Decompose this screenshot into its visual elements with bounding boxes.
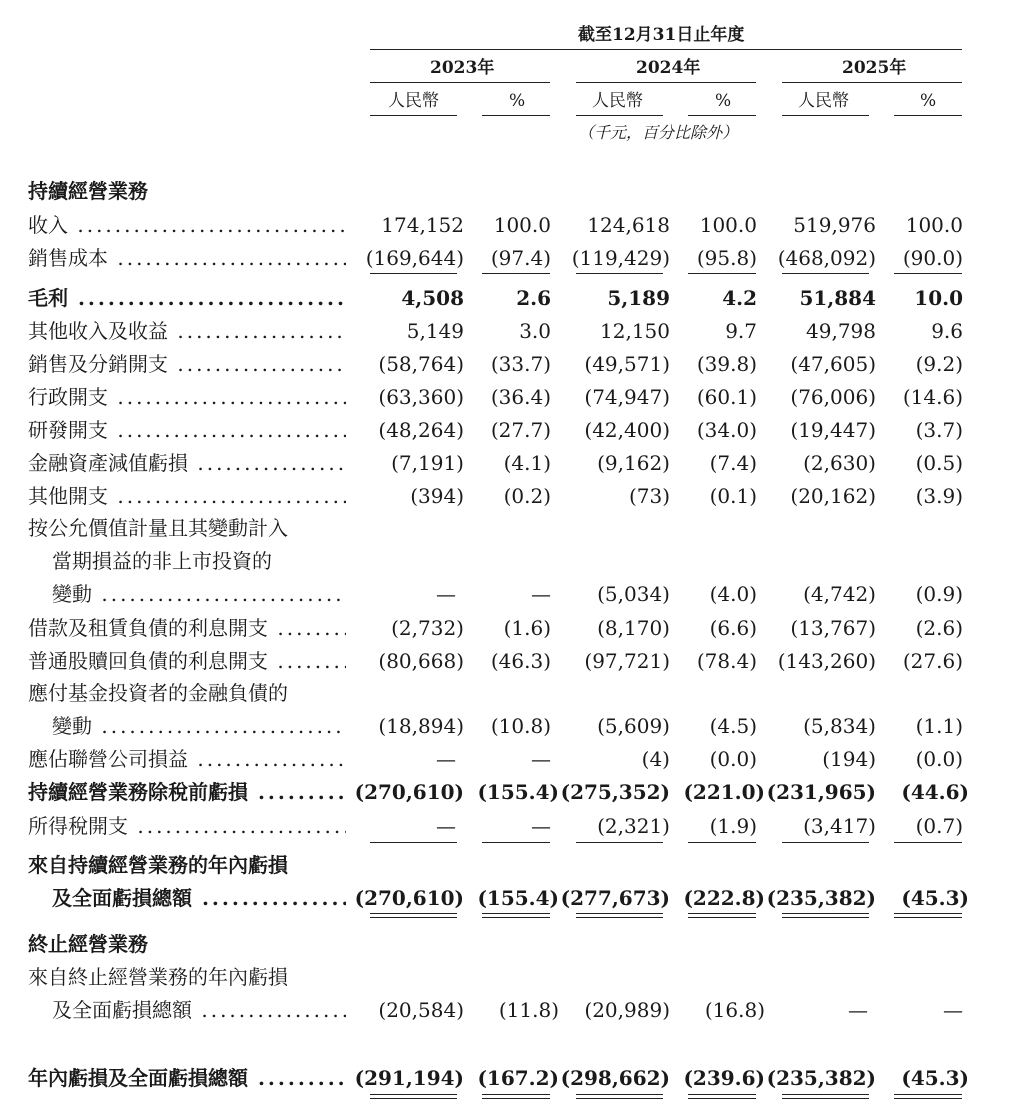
pct-header-2025: % — [920, 91, 937, 111]
total-double-rule — [370, 1098, 457, 1099]
value-total-2025-rmb: (235,382) — [766, 1066, 876, 1090]
row-label-admin-expenses: 行政開支 ..... — [28, 385, 346, 409]
value-cont-loss-2024-pct: (222.8) — [683, 886, 765, 910]
row-label-gross-profit: 毛利 ..... — [28, 286, 346, 310]
value-rd-2024-pct: (34.0) — [696, 418, 757, 442]
section-heading-discontinued: 終止經營業務 — [28, 932, 148, 956]
value-other-income-2024-pct: 9.7 — [725, 319, 757, 343]
value-tax-2025-rmb: (3,417) — [803, 814, 876, 838]
value-fv-2025-rmb: (4,742) — [803, 582, 876, 606]
currency-rule-2025 — [782, 115, 869, 116]
subtotal-rule — [894, 273, 962, 274]
value-tax-2024-rmb: (2,321) — [597, 814, 670, 838]
value-int-borrow-2024-pct: (6.6) — [709, 616, 757, 640]
value-disc-2023-pct: (11.8) — [498, 998, 559, 1022]
total-double-rule — [482, 1098, 550, 1099]
value-lbt-2025-pct: (44.6) — [901, 780, 969, 804]
value-impairment-2025-pct: (0.5) — [915, 451, 963, 475]
total-double-rule — [688, 1098, 756, 1099]
total-double-rule — [370, 913, 457, 914]
subtotal-rule — [370, 273, 457, 274]
value-cont-loss-2023-rmb: (270,610) — [354, 886, 464, 910]
value-lbt-2025-rmb: (231,965) — [766, 780, 876, 804]
value-revenue-2023-rmb: 174,152 — [381, 213, 464, 237]
value-impairment-2023-pct: (4.1) — [503, 451, 551, 475]
value-cost-of-sales-2023-rmb: (169,644) — [365, 246, 464, 270]
row-label-share-associates: 應佔聯營公司損益 ..... — [28, 747, 346, 771]
row-label-other-expenses: 其他開支 ..... — [28, 484, 346, 508]
value-other-income-2025-pct: 9.6 — [931, 319, 963, 343]
total-double-rule — [782, 1094, 869, 1095]
row-label-interest-redemption: 普通股贖回負債的利息開支 ..... — [28, 649, 346, 673]
year-rule-2023 — [370, 82, 550, 83]
value-assoc-2023-pct: — — [531, 747, 551, 771]
value-selling-2023-pct: (33.7) — [490, 352, 551, 376]
value-total-2023-pct: (167.2) — [477, 1066, 559, 1090]
total-double-rule — [370, 917, 457, 918]
value-revenue-2024-rmb: 124,618 — [587, 213, 670, 237]
value-selling-2025-pct: (9.2) — [915, 352, 963, 376]
value-gross-profit-2024-pct: 4.2 — [722, 286, 757, 310]
value-int-redeem-2023-rmb: (80,668) — [378, 649, 464, 673]
value-other-income-2024-rmb: 12,150 — [600, 319, 670, 343]
value-disc-2025-pct: — — [943, 998, 963, 1022]
subtotal-rule — [688, 842, 756, 843]
value-tax-2025-pct: (0.7) — [915, 814, 963, 838]
value-tax-2023-rmb: — — [436, 814, 456, 838]
value-admin-2024-rmb: (74,947) — [584, 385, 670, 409]
value-assoc-2024-pct: (0.0) — [709, 747, 757, 771]
value-fund-2024-pct: (4.5) — [709, 714, 757, 738]
value-selling-2024-pct: (39.8) — [696, 352, 757, 376]
value-assoc-2023-rmb: — — [436, 747, 456, 771]
value-impairment-2025-rmb: (2,630) — [803, 451, 876, 475]
value-int-borrow-2025-rmb: (13,767) — [790, 616, 876, 640]
subtotal-rule — [688, 273, 756, 274]
value-fv-2024-rmb: (5,034) — [597, 582, 670, 606]
value-rd-2024-rmb: (42,400) — [584, 418, 670, 442]
currency-rule-2024 — [576, 115, 663, 116]
row-label-fv-investments-line2: 當期損益的非上市投資的 — [52, 549, 272, 573]
value-revenue-2025-rmb: 519,976 — [793, 213, 876, 237]
value-impairment-2024-rmb: (9,162) — [597, 451, 670, 475]
value-cost-of-sales-2024-rmb: (119,429) — [571, 246, 670, 270]
total-double-rule — [482, 913, 550, 914]
pct-header-2024: % — [715, 91, 732, 111]
value-impairment-2024-pct: (7.4) — [709, 451, 757, 475]
value-admin-2023-pct: (36.4) — [490, 385, 551, 409]
value-lbt-2024-rmb: (275,352) — [560, 780, 670, 804]
value-fund-2024-rmb: (5,609) — [597, 714, 670, 738]
pct-header-2023: % — [509, 91, 526, 111]
row-label-continuing-loss-line1: 來自持續經營業務的年內虧損 — [28, 853, 288, 877]
row-label-loss-before-tax: 持續經營業務除稅前虧損 ..... — [28, 780, 346, 804]
value-cost-of-sales-2023-pct: (97.4) — [490, 246, 551, 270]
total-double-rule — [782, 1098, 869, 1099]
total-double-rule — [370, 1094, 457, 1095]
year-rule-2024 — [576, 82, 756, 83]
total-double-rule — [576, 1098, 663, 1099]
value-fund-2023-rmb: (18,894) — [378, 714, 464, 738]
currency-header-2025: 人民幣 — [798, 91, 849, 111]
total-double-rule — [894, 913, 962, 914]
value-admin-2025-pct: (14.6) — [902, 385, 963, 409]
value-other-exp-2024-rmb: (73) — [628, 484, 670, 508]
value-rd-2025-rmb: (19,447) — [790, 418, 876, 442]
row-label-discontinued-loss-line1: 來自終止經營業務的年內虧損 — [28, 965, 288, 989]
value-disc-2023-rmb: (20,584) — [378, 998, 464, 1022]
total-double-rule — [576, 1094, 663, 1095]
row-label-impairment: 金融資產減值虧損 ..... — [28, 451, 346, 475]
subtotal-rule — [782, 273, 869, 274]
value-total-2024-pct: (239.6) — [683, 1066, 765, 1090]
value-gross-profit-2024-rmb: 5,189 — [607, 286, 670, 310]
value-other-exp-2025-pct: (3.9) — [915, 484, 963, 508]
value-other-income-2023-rmb: 5,149 — [406, 319, 464, 343]
subtotal-rule — [782, 842, 869, 843]
value-disc-2024-rmb: (20,989) — [584, 998, 670, 1022]
value-fund-2025-pct: (1.1) — [915, 714, 963, 738]
row-label-fund-liabilities-line2: 變動 ..... — [52, 714, 346, 738]
value-int-borrow-2023-pct: (1.6) — [503, 616, 551, 640]
row-label-income-tax: 所得稅開支 ..... — [28, 814, 346, 838]
value-cont-loss-2024-rmb: (277,673) — [560, 886, 670, 910]
year-header-2024: 2024年 — [636, 58, 701, 78]
value-tax-2023-pct: — — [531, 814, 551, 838]
value-int-redeem-2024-rmb: (97,721) — [584, 649, 670, 673]
value-int-redeem-2024-pct: (78.4) — [696, 649, 757, 673]
total-double-rule — [688, 917, 756, 918]
row-label-cost-of-sales: 銷售成本 ..... — [28, 246, 346, 270]
value-rd-2025-pct: (3.7) — [915, 418, 963, 442]
value-rd-2023-pct: (27.7) — [490, 418, 551, 442]
value-cont-loss-2023-pct: (155.4) — [477, 886, 559, 910]
value-revenue-2023-pct: 100.0 — [493, 213, 551, 237]
row-label-fund-liabilities-line1: 應付基金投資者的金融負債的 — [28, 681, 288, 705]
row-label-fv-investments-line3: 變動 ..... — [52, 582, 346, 606]
value-revenue-2024-pct: 100.0 — [699, 213, 757, 237]
value-assoc-2025-rmb: (194) — [822, 747, 876, 771]
year-header-2023: 2023年 — [430, 58, 495, 78]
value-disc-2024-pct: (16.8) — [704, 998, 765, 1022]
row-label-revenue: 收入 ..... — [28, 213, 346, 237]
total-double-rule — [688, 913, 756, 914]
value-int-redeem-2025-pct: (27.6) — [902, 649, 963, 673]
value-fund-2023-pct: (10.8) — [490, 714, 551, 738]
value-int-redeem-2023-pct: (46.3) — [490, 649, 551, 673]
row-label-discontinued-loss-line2: 及全面虧損總額 ..... — [52, 998, 346, 1022]
year-header-2025: 2025年 — [842, 58, 907, 78]
row-label-selling-expenses: 銷售及分銷開支 ..... — [28, 352, 346, 376]
value-gross-profit-2025-pct: 10.0 — [914, 286, 963, 310]
value-cost-of-sales-2025-rmb: (468,092) — [777, 246, 876, 270]
section-heading-continuing: 持續經營業務 — [28, 179, 148, 203]
value-other-exp-2024-pct: (0.1) — [709, 484, 757, 508]
total-double-rule — [576, 917, 663, 918]
value-gross-profit-2023-pct: 2.6 — [516, 286, 551, 310]
value-cost-of-sales-2025-pct: (90.0) — [902, 246, 963, 270]
total-double-rule — [894, 917, 962, 918]
total-double-rule — [482, 1094, 550, 1095]
value-rd-2023-rmb: (48,264) — [378, 418, 464, 442]
total-double-rule — [894, 1094, 962, 1095]
row-label-fv-investments-line1: 按公允價值計量且其變動計入 — [28, 516, 288, 540]
value-assoc-2024-rmb: (4) — [641, 747, 670, 771]
value-lbt-2024-pct: (221.0) — [683, 780, 765, 804]
value-selling-2025-rmb: (47,605) — [790, 352, 876, 376]
total-double-rule — [576, 913, 663, 914]
row-label-rd-expenses: 研發開支 ..... — [28, 418, 346, 442]
value-int-borrow-2025-pct: (2.6) — [915, 616, 963, 640]
currency-header-2023: 人民幣 — [388, 91, 439, 111]
value-other-exp-2023-rmb: (394) — [410, 484, 464, 508]
row-label-interest-borrowings: 借款及租賃負債的利息開支 ..... — [28, 616, 346, 640]
value-selling-2023-rmb: (58,764) — [378, 352, 464, 376]
value-selling-2024-rmb: (49,571) — [584, 352, 670, 376]
value-impairment-2023-rmb: (7,191) — [391, 451, 464, 475]
value-fv-2025-pct: (0.9) — [915, 582, 963, 606]
header-rule — [370, 49, 962, 50]
pct-rule-2025 — [894, 115, 962, 116]
value-total-2025-pct: (45.3) — [901, 1066, 969, 1090]
total-double-rule — [894, 1098, 962, 1099]
value-other-exp-2023-pct: (0.2) — [503, 484, 551, 508]
pct-rule-2023 — [482, 115, 550, 116]
value-int-borrow-2023-rmb: (2,732) — [391, 616, 464, 640]
year-rule-2025 — [782, 82, 962, 83]
units-note: （千元，百分比除外） — [578, 123, 739, 142]
value-lbt-2023-rmb: (270,610) — [354, 780, 464, 804]
value-other-income-2025-rmb: 49,798 — [806, 319, 876, 343]
value-gross-profit-2023-rmb: 4,508 — [401, 286, 464, 310]
value-tax-2024-pct: (1.9) — [709, 814, 757, 838]
subtotal-rule — [576, 842, 663, 843]
subtotal-rule — [482, 273, 550, 274]
value-int-redeem-2025-rmb: (143,260) — [777, 649, 876, 673]
period-title: 截至12月31日止年度 — [578, 25, 745, 45]
value-gross-profit-2025-rmb: 51,884 — [799, 286, 876, 310]
value-admin-2023-rmb: (63,360) — [378, 385, 464, 409]
subtotal-rule — [894, 842, 962, 843]
total-double-rule — [782, 913, 869, 914]
value-admin-2024-pct: (60.1) — [696, 385, 757, 409]
value-other-exp-2025-rmb: (20,162) — [790, 484, 876, 508]
value-assoc-2025-pct: (0.0) — [915, 747, 963, 771]
total-double-rule — [482, 917, 550, 918]
currency-rule-2023 — [370, 115, 457, 116]
value-lbt-2023-pct: (155.4) — [477, 780, 559, 804]
value-int-borrow-2024-rmb: (8,170) — [597, 616, 670, 640]
row-label-total-loss: 年內虧損及全面虧損總額 ..... — [28, 1066, 346, 1090]
value-cont-loss-2025-pct: (45.3) — [901, 886, 969, 910]
value-revenue-2025-pct: 100.0 — [905, 213, 963, 237]
row-label-other-income: 其他收入及收益 ..... — [28, 319, 346, 343]
subtotal-rule — [576, 273, 663, 274]
value-fv-2024-pct: (4.0) — [709, 582, 757, 606]
value-fv-2023-pct: — — [531, 582, 551, 606]
value-total-2023-rmb: (291,194) — [354, 1066, 464, 1090]
total-double-rule — [688, 1094, 756, 1095]
value-admin-2025-rmb: (76,006) — [790, 385, 876, 409]
subtotal-rule — [482, 842, 550, 843]
value-fv-2023-rmb: — — [436, 582, 456, 606]
pct-rule-2024 — [688, 115, 756, 116]
value-other-income-2023-pct: 3.0 — [519, 319, 551, 343]
value-fund-2025-rmb: (5,834) — [803, 714, 876, 738]
value-disc-2025-rmb: — — [848, 998, 868, 1022]
currency-header-2024: 人民幣 — [592, 91, 643, 111]
value-cost-of-sales-2024-pct: (95.8) — [696, 246, 757, 270]
subtotal-rule — [370, 842, 457, 843]
value-cont-loss-2025-rmb: (235,382) — [766, 886, 876, 910]
value-total-2024-rmb: (298,662) — [560, 1066, 670, 1090]
row-label-continuing-loss-line2: 及全面虧損總額 ..... — [52, 886, 346, 910]
total-double-rule — [782, 917, 869, 918]
